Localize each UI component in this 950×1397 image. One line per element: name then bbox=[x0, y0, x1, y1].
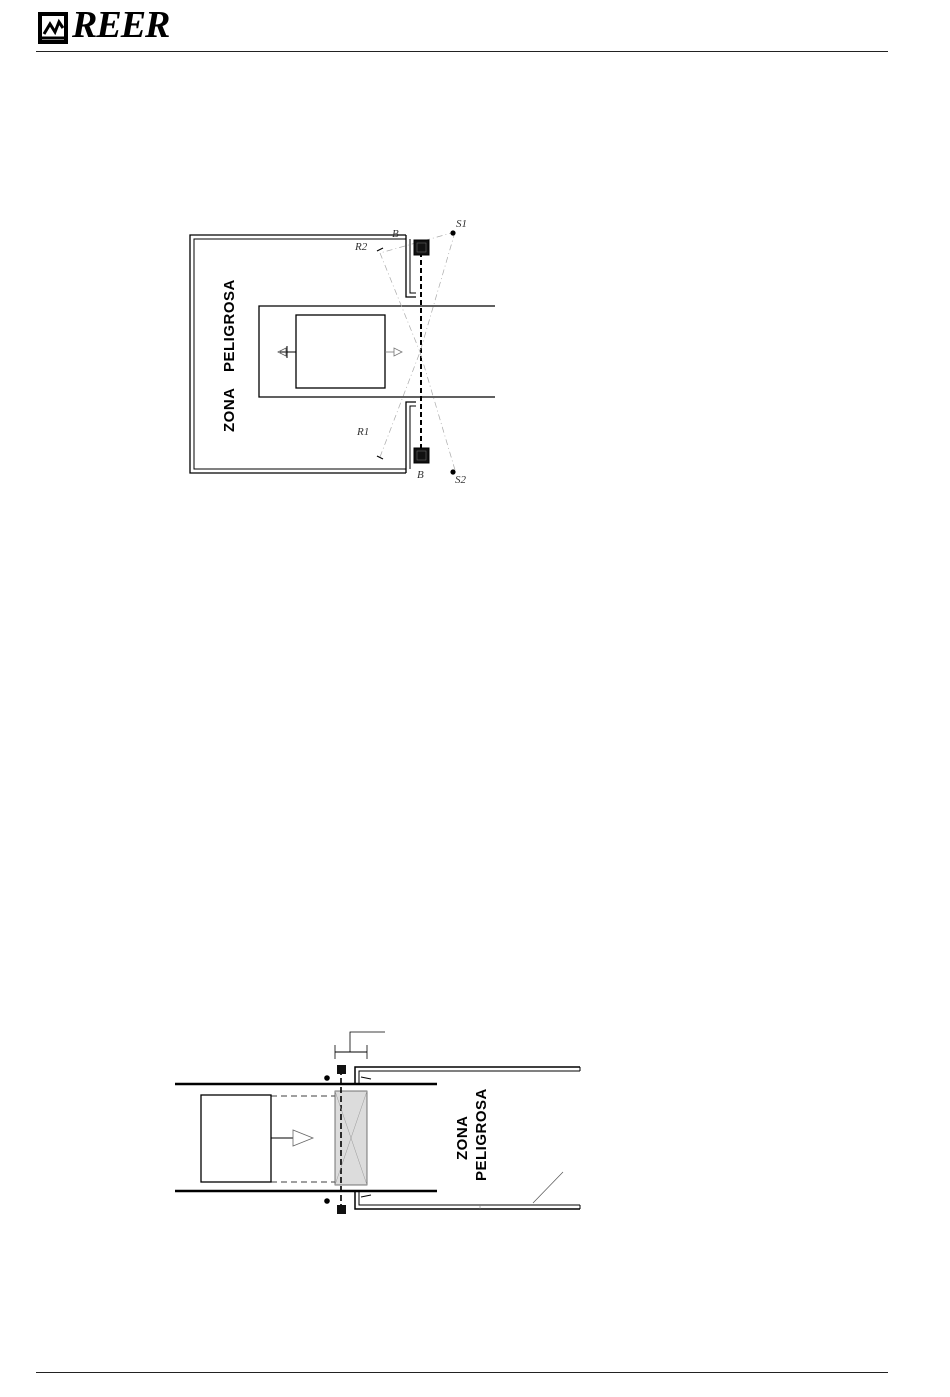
point-top bbox=[324, 1075, 330, 1081]
zone-label-word1: ZONA bbox=[221, 387, 238, 432]
device-top bbox=[337, 1065, 346, 1074]
footer-rule bbox=[36, 1372, 888, 1373]
device-b-top bbox=[414, 240, 429, 255]
label-r1: R1 bbox=[357, 426, 370, 438]
figure-side-view bbox=[165, 1025, 595, 1225]
label-b-bottom: B bbox=[417, 469, 424, 481]
beam-r1 bbox=[380, 352, 420, 457]
point-bottom bbox=[324, 1198, 330, 1204]
zone-label-word1: ZONA bbox=[454, 1115, 471, 1160]
zone-wall-top bbox=[355, 1067, 580, 1083]
header-rule bbox=[36, 51, 888, 52]
figure-top-view bbox=[170, 205, 510, 500]
zone-label-word2: PELIGROSA bbox=[473, 1088, 490, 1181]
logo-wordmark: REER bbox=[72, 4, 170, 46]
device-bottom bbox=[337, 1205, 346, 1214]
label-s2: S2 bbox=[455, 474, 466, 486]
zone-label-word2: PELIGROSA bbox=[221, 279, 238, 372]
label-r2: R2 bbox=[355, 241, 368, 253]
point-r2 bbox=[377, 248, 383, 251]
point-s1 bbox=[450, 230, 455, 235]
dimension-leader bbox=[350, 1032, 385, 1052]
zone-wall-bottom bbox=[355, 1191, 580, 1209]
label-b-top: B bbox=[392, 228, 399, 240]
load-box bbox=[201, 1095, 271, 1182]
beam-r2 bbox=[380, 253, 420, 352]
label-s1: S1 bbox=[456, 218, 467, 230]
device-b-bottom bbox=[414, 448, 429, 463]
leader-line bbox=[533, 1172, 563, 1203]
load-box bbox=[296, 315, 385, 388]
logo-mark-wave bbox=[44, 22, 63, 34]
